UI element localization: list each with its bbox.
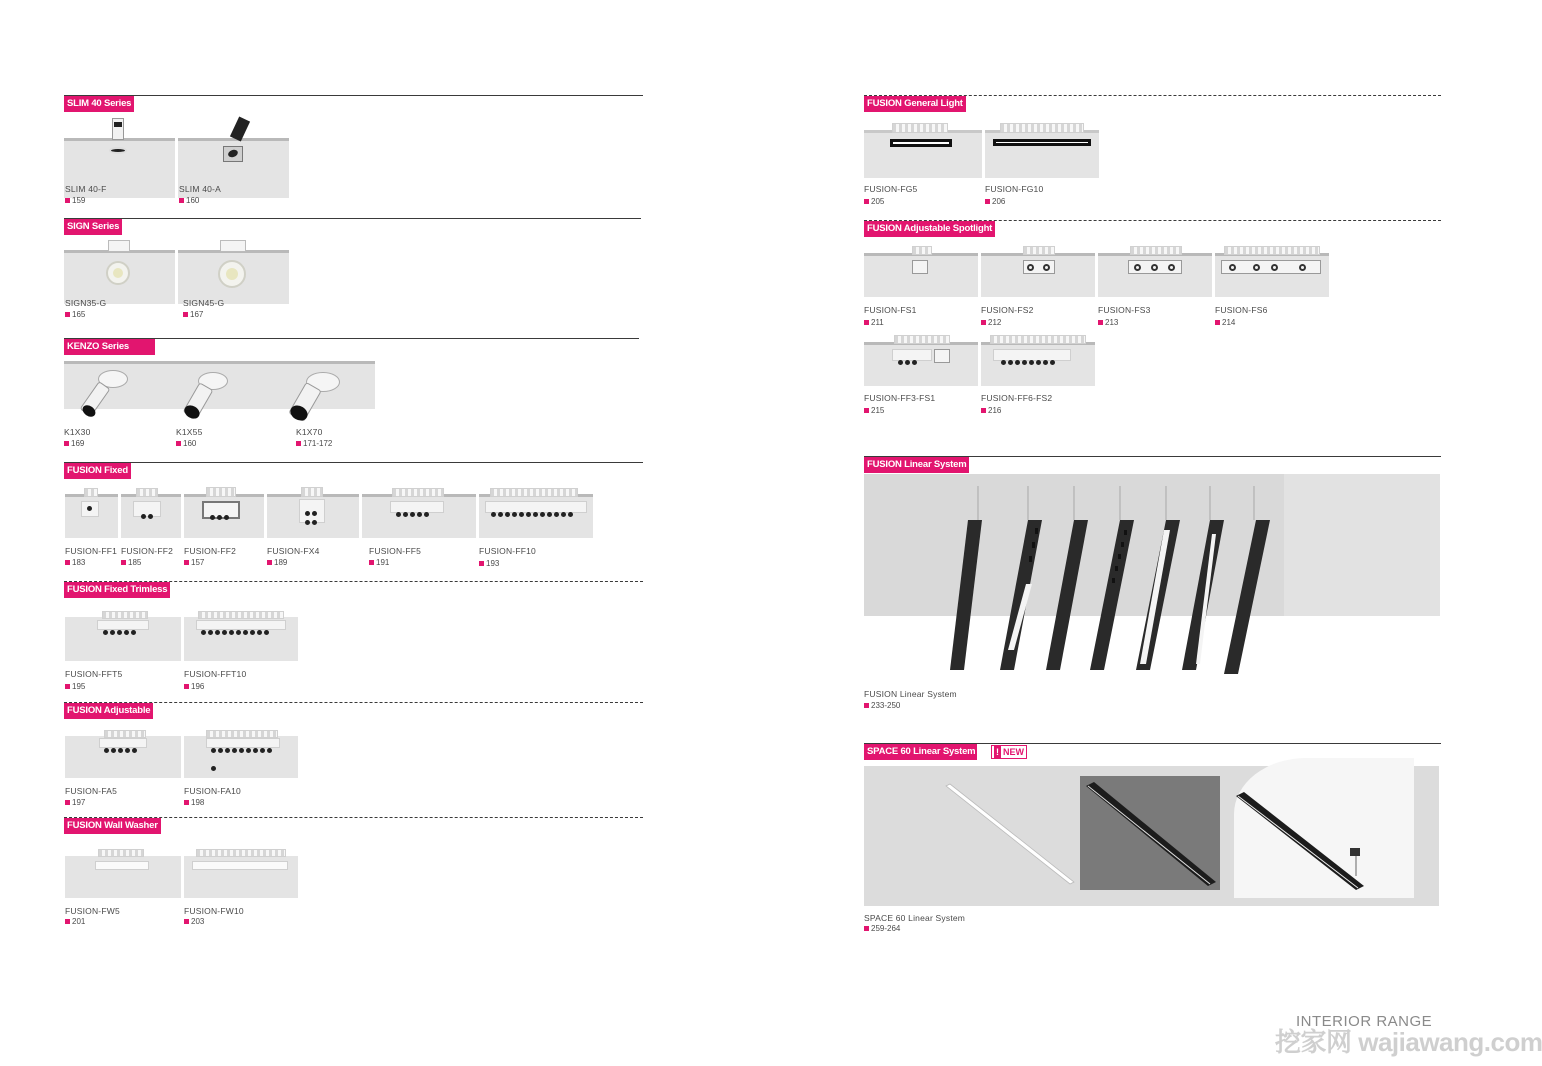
- product-name: FUSION-FS6: [1215, 305, 1268, 315]
- product-name: SPACE 60 Linear System: [864, 913, 966, 923]
- product-fusion-fft5[interactable]: [65, 617, 181, 661]
- product-name: FUSION-FA10: [184, 786, 241, 796]
- fixture-icon: [392, 488, 444, 497]
- product-sign35-g[interactable]: [64, 238, 175, 304]
- page-ref: 159: [65, 196, 85, 205]
- page-ref: 189: [267, 558, 287, 567]
- page-ref: 193: [479, 559, 499, 568]
- page-ref: 211: [864, 318, 884, 327]
- product-name: FUSION-FX4: [267, 546, 320, 556]
- fixture-icon: [98, 849, 144, 857]
- section-rule: [64, 218, 641, 219]
- product-name: FUSION-FF1: [65, 546, 118, 556]
- product-name: K1X30: [64, 427, 91, 437]
- section-label-fusion-general: FUSION General Light: [864, 96, 966, 112]
- product-fusion-fg5[interactable]: [864, 130, 982, 178]
- product-fusion-ff6-fs2[interactable]: [981, 342, 1095, 386]
- product-name: FUSION-FS1: [864, 305, 917, 315]
- product-name: FUSION-FG5: [864, 184, 918, 194]
- page-ref: 165: [65, 310, 85, 319]
- section-label-fusion-trimless: FUSION Fixed Trimless: [64, 582, 170, 598]
- page-ref: 160: [176, 439, 196, 448]
- product-name: FUSION-FF3-FS1: [864, 393, 936, 403]
- fixture-icon: [912, 246, 932, 255]
- page-ref: 183: [65, 558, 85, 567]
- product-name: FUSION-FS2: [981, 305, 1034, 315]
- fixture-icon: [1130, 246, 1182, 255]
- product-name: FUSION-FF6-FS2: [981, 393, 1053, 403]
- new-badge: ! NEW: [991, 745, 1027, 759]
- product-name: K1X55: [176, 427, 203, 437]
- fixture-icon: [196, 849, 286, 857]
- page-ref: 214: [1215, 318, 1235, 327]
- space60-fixtures-illustration: [864, 766, 1439, 906]
- product-name: FUSION-FF10: [479, 546, 536, 556]
- product-name: SIGN45-G: [183, 298, 225, 308]
- product-fusion-fa5[interactable]: [65, 736, 181, 778]
- section-label-sign: SIGN Series: [64, 219, 122, 235]
- product-name: K1X70: [296, 427, 323, 437]
- section-label-fusion-fixed: FUSION Fixed: [64, 463, 131, 479]
- product-name: SLIM 40-F: [65, 184, 107, 194]
- page-ref: 191: [369, 558, 389, 567]
- page-ref: 160: [179, 196, 199, 205]
- product-name: FUSION-FW10: [184, 906, 244, 916]
- fixture-icon: [206, 730, 278, 738]
- product-name: FUSION-FW5: [65, 906, 120, 916]
- watermark: 挖家网 wajiawang.com: [1275, 1027, 1542, 1057]
- product-fusion-fg10[interactable]: [985, 130, 1099, 178]
- page-ref: 157: [184, 558, 204, 567]
- fixture-icon: [104, 730, 146, 738]
- section-rule: [64, 95, 643, 96]
- product-name: FUSION-FS3: [1098, 305, 1151, 315]
- product-fusion-ff10[interactable]: [479, 494, 593, 538]
- page-ref: 197: [65, 798, 85, 807]
- product-name: FUSION-FA5: [65, 786, 118, 796]
- fixture-icon: [990, 335, 1086, 344]
- product-fusion-fs1[interactable]: [864, 253, 978, 297]
- fixture-icon: [220, 240, 246, 252]
- product-name: FUSION-FF5: [369, 546, 422, 556]
- page-ref: 169: [64, 439, 84, 448]
- range-title: INTERIOR RANGE: [1296, 1013, 1433, 1030]
- product-fusion-ff1[interactable]: [65, 494, 118, 538]
- product-name: FUSION Linear System: [864, 689, 957, 699]
- section-rule: [64, 462, 643, 463]
- product-name: FUSION-FG10: [985, 184, 1044, 194]
- product-fusion-fw10[interactable]: [184, 856, 298, 898]
- fixture-icon: [102, 611, 148, 619]
- page-ref: 203: [184, 917, 204, 926]
- page-ref: 215: [864, 406, 884, 415]
- page-ref: 233-250: [864, 701, 900, 710]
- section-label-slim40: SLIM 40 Series: [64, 96, 134, 112]
- page-ref: 195: [65, 682, 85, 691]
- page-ref: 167: [183, 310, 203, 319]
- product-fusion-fw5[interactable]: [65, 856, 181, 898]
- product-fusion-ff5[interactable]: [362, 494, 476, 538]
- page-ref: 198: [184, 798, 204, 807]
- product-fusion-ff3-fs1[interactable]: [864, 342, 978, 386]
- fixture-icon: [84, 488, 98, 497]
- page-ref: 213: [1098, 318, 1118, 327]
- product-image: [64, 250, 175, 304]
- linear-fixtures-illustration: [864, 474, 1440, 684]
- product-fusion-ff2-b[interactable]: [184, 494, 264, 538]
- product-fusion-fa10[interactable]: [184, 736, 298, 778]
- fixture-icon: [136, 488, 158, 497]
- fixture-icon: [1000, 123, 1084, 133]
- page-ref: 196: [184, 682, 204, 691]
- product-name: FUSION-FFT10: [184, 669, 247, 679]
- product-fusion-fft10[interactable]: [184, 617, 298, 661]
- product-sign45-g[interactable]: [178, 238, 289, 304]
- page-ref: 216: [981, 406, 1001, 415]
- product-fusion-fs2[interactable]: [981, 253, 1095, 297]
- page-ref: 205: [864, 197, 884, 206]
- section-label-fusion-wallwasher: FUSION Wall Washer: [64, 818, 161, 834]
- fixture-icon: [108, 240, 130, 252]
- fixture-icon: [490, 488, 578, 497]
- fixture-icon: [894, 335, 950, 344]
- page-ref: 206: [985, 197, 1005, 206]
- product-fusion-fs3[interactable]: [1098, 253, 1212, 297]
- section-label-fusion-adjustable: FUSION Adjustable: [64, 703, 153, 719]
- fixture-icon: [198, 611, 284, 619]
- fixture-icon: [1224, 246, 1320, 255]
- page-ref: 185: [121, 558, 141, 567]
- product-fusion-ff2-a[interactable]: [121, 494, 181, 538]
- product-name: FUSION-FFT5: [65, 669, 123, 679]
- product-name: FUSION-FF2: [184, 546, 237, 556]
- product-name: FUSION-FF2: [121, 546, 174, 556]
- section-label-kenzo: KENZO Series: [64, 339, 155, 355]
- fixture-icon: [301, 487, 323, 497]
- section-label-fusion-spot: FUSION Adjustable Spotlight: [864, 221, 995, 237]
- page-ref: 171-172: [296, 439, 332, 448]
- fixture-icon: [1023, 246, 1055, 255]
- product-fusion-fx4[interactable]: [267, 494, 359, 538]
- product-fusion-fs6[interactable]: [1215, 253, 1329, 297]
- product-name: SIGN35-G: [65, 298, 107, 308]
- fixture-icon: [892, 123, 948, 133]
- product-name: SLIM 40-A: [179, 184, 221, 194]
- page-ref: 212: [981, 318, 1001, 327]
- section-label-space60: SPACE 60 Linear System: [864, 744, 977, 760]
- product-image: [178, 250, 289, 304]
- page-ref: 259-264: [864, 924, 900, 933]
- fixture-icon: [206, 487, 236, 497]
- page-ref: 201: [65, 917, 85, 926]
- section-label-fusion-linear: FUSION Linear System: [864, 457, 969, 473]
